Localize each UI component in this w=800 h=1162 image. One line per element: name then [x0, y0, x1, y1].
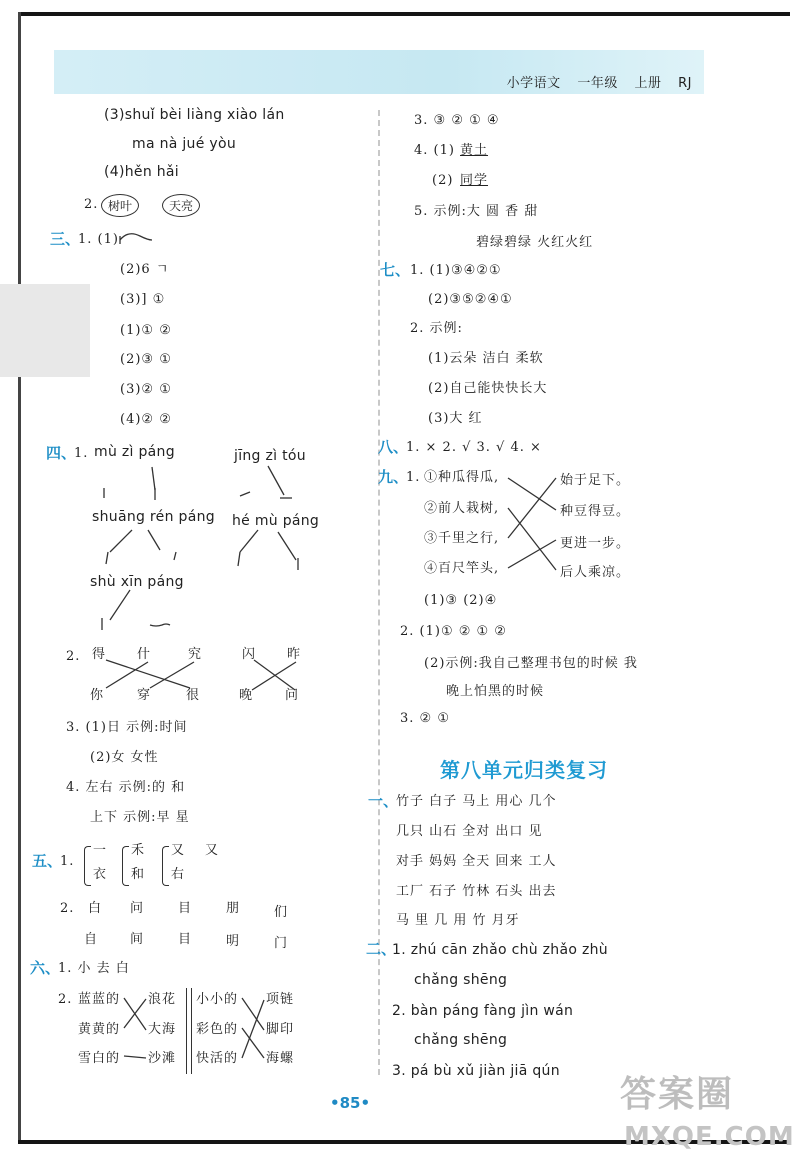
match-line	[110, 530, 132, 552]
section-label: 五、	[32, 852, 63, 870]
answer-line: 3. ③ ② ① ④	[414, 113, 500, 128]
section-label: 四、	[46, 444, 77, 462]
answer-line: ma nà jué yòu	[132, 136, 237, 152]
question-number: 2.	[84, 197, 99, 212]
match-char: 究	[188, 647, 203, 662]
answer-line: (2)③ ①	[120, 352, 172, 367]
answer-line: (2)6 ㄱ	[120, 262, 170, 277]
match-line	[508, 478, 556, 538]
proverb-part: 种豆得豆。	[560, 504, 631, 519]
pinyin-label: shuāng rén páng	[92, 509, 215, 525]
section-label: 三、	[50, 230, 81, 248]
header-edition: RJ	[678, 76, 692, 91]
answer-line: chǎng shēng	[414, 972, 508, 988]
section-label: 九、	[378, 468, 409, 486]
question-number: (2)	[432, 173, 454, 188]
match-line	[508, 478, 556, 510]
radical-mark	[106, 552, 108, 564]
match-line	[106, 660, 190, 688]
answer-line: (1)③ (2)④	[424, 593, 498, 608]
section-label: 八、	[378, 438, 409, 456]
answer-line: (4)② ②	[120, 412, 172, 427]
match-line	[240, 530, 258, 552]
pinyin-label: jīng zì tóu	[234, 448, 306, 464]
brace-char: 一	[93, 843, 108, 858]
match-word: 海螺	[266, 1051, 295, 1066]
match-line	[110, 590, 130, 620]
answer-line: 5. 示例:大 圆 香 甜	[414, 204, 539, 219]
match-line	[242, 1028, 264, 1058]
proverb-part: ①种瓜得瓜,	[424, 470, 500, 485]
question-number: 1.	[406, 470, 421, 485]
answer-line: 1. zhú cān zhǎo chù zhǎo zhù	[392, 942, 608, 958]
proverb-part: ③千里之行,	[424, 531, 500, 546]
row-char: 明	[226, 934, 241, 949]
answer-line: 3. (1)日 示例:时间	[66, 720, 188, 735]
radical-mark	[150, 624, 170, 626]
row-char: 目	[178, 932, 193, 947]
pinyin-label: mù zì páng	[94, 444, 175, 460]
unit-title: 第八单元归类复习	[440, 758, 608, 782]
brace-char: 右	[171, 867, 186, 882]
match-char: 闪	[242, 647, 257, 662]
answer-line: 晚上怕黑的时候	[446, 684, 545, 699]
match-line	[242, 1000, 264, 1058]
row-char: 间	[130, 932, 145, 947]
answer-line: 4. 左右 示例:的 和	[66, 780, 186, 795]
proverb-part: 后人乘凉。	[560, 565, 631, 580]
answer-line: (3)] ①	[120, 292, 166, 307]
question-number: 4. (1)	[414, 143, 455, 158]
answer-line: (1)云朵 洁白 柔软	[428, 351, 544, 366]
answer-line: (1)① ②	[120, 323, 172, 338]
match-line	[124, 1056, 146, 1058]
match-char: 什	[137, 647, 152, 662]
answer-line: 1. × 2. √ 3. √ 4. ×	[406, 440, 542, 455]
page-number: •85•	[330, 1094, 371, 1112]
question-number: 1.	[60, 854, 75, 869]
proverb-part: ②前人栽树,	[424, 501, 500, 516]
answer-line: 3. pá bù xǔ jiàn jiā qún	[392, 1063, 560, 1079]
answer-line: 1. (1)	[78, 232, 119, 247]
row-char: 白	[88, 901, 103, 916]
proverb-part: 更进一步。	[560, 536, 631, 551]
radical-mark	[238, 552, 240, 566]
match-line	[242, 998, 264, 1030]
row-char: 门	[274, 936, 289, 951]
match-char: 昨	[287, 647, 302, 662]
answer-line: chǎng shēng	[414, 1032, 508, 1048]
match-char: 你	[90, 688, 105, 703]
match-word: 大海	[148, 1022, 177, 1037]
match-word: 沙滩	[148, 1051, 177, 1066]
watermark-logo: 答案圈	[620, 1074, 735, 1115]
answer-line: (4)hěn hǎi	[104, 164, 179, 180]
match-line	[278, 532, 296, 560]
match-word: 快活的	[196, 1051, 239, 1066]
section-label: 七、	[380, 261, 411, 279]
question-number: 2.	[60, 901, 75, 916]
header-subject: 小学语文	[506, 76, 561, 91]
question-number: 2.	[58, 992, 73, 1007]
answer-line: 1. 小 去 白	[58, 961, 130, 976]
match-char: 很	[186, 688, 201, 703]
match-line	[150, 662, 194, 688]
match-line	[152, 467, 155, 490]
answer-line: 3. ② ①	[400, 711, 450, 726]
brace-char: 又	[171, 843, 186, 858]
match-char: 得	[92, 647, 107, 662]
radical-mark	[240, 492, 250, 496]
answer-line: 2. 示例:	[410, 321, 463, 336]
proverb-part: 始于足下。	[560, 473, 631, 488]
match-char: 问	[285, 688, 300, 703]
match-line	[508, 508, 556, 570]
stroke-mark	[120, 234, 152, 240]
answer-line: (3)大 红	[428, 411, 483, 426]
match-word: 黄黄的	[78, 1022, 121, 1037]
circled-word: 天亮	[162, 194, 200, 217]
match-word: 小小的	[196, 992, 239, 1007]
pinyin-label: hé mù páng	[232, 513, 320, 529]
section-label: 六、	[30, 959, 61, 977]
answer-line: 2. (1)① ② ① ②	[400, 624, 507, 639]
answer-line: 2. bàn páng fàng jìn wán	[392, 1003, 574, 1019]
brace-char: 禾	[131, 843, 146, 858]
row-char: 们	[274, 905, 289, 920]
header-volume: 上册	[634, 76, 662, 91]
proverb-part: ④百尺竿头,	[424, 561, 500, 576]
answer-line: (2)女 女性	[90, 750, 159, 765]
answer-line: (2)③⑤②④①	[428, 292, 513, 307]
answer-line: 工厂 石子 竹林 石头 出去	[396, 884, 557, 899]
match-word: 彩色的	[196, 1022, 239, 1037]
pinyin-label: shù xīn páng	[90, 574, 184, 590]
match-char: 晚	[239, 688, 254, 703]
answer-line: (2)自己能快快长大	[428, 381, 548, 396]
row-char: 朋	[226, 901, 241, 916]
match-char: 穿	[137, 688, 152, 703]
match-word: 脚印	[266, 1022, 295, 1037]
match-word: 浪花	[148, 992, 177, 1007]
match-line	[148, 530, 160, 550]
match-word: 蓝蓝的	[78, 992, 121, 1007]
answer-line: (3)shuǐ bèi liàng xiào lán	[104, 107, 285, 123]
answer-line: 几只 山石 全对 出口 见	[396, 824, 543, 839]
answer-line: (2)示例:我自己整理书包的时候 我	[424, 656, 638, 671]
watermark-url: MXQE.COM	[624, 1122, 795, 1152]
match-line	[508, 540, 556, 568]
underlined-answer: 黄土	[460, 143, 489, 158]
brace-char: 又	[205, 843, 220, 858]
match-word: 项链	[266, 992, 295, 1007]
section-label: 一、	[368, 792, 399, 810]
row-char: 自	[84, 932, 99, 947]
underlined-answer: 同学	[460, 173, 489, 188]
circled-word: 树叶	[101, 194, 139, 217]
answer-line: 1. (1)③④②①	[410, 263, 502, 278]
radical-mark	[174, 552, 176, 560]
answer-line: (3)② ①	[120, 382, 172, 397]
row-char: 目	[178, 901, 193, 916]
answer-line: 竹子 白子 马上 用心 几个	[396, 794, 557, 809]
answer-line: 上下 示例:早 星	[90, 810, 190, 825]
header-grade: 一年级	[577, 76, 618, 91]
answer-line: 对手 妈妈 全天 回来 工人	[396, 854, 557, 869]
row-char: 问	[130, 901, 145, 916]
question-number: 1.	[74, 446, 89, 461]
question-number: 2.	[66, 649, 81, 664]
match-line	[268, 466, 284, 495]
answer-line: 碧绿碧绿 火红火红	[476, 235, 594, 250]
match-word: 雪白的	[78, 1051, 121, 1066]
brace-char: 衣	[93, 867, 108, 882]
answer-line: 马 里 几 用 竹 月牙	[396, 913, 520, 928]
brace-char: 和	[131, 867, 146, 882]
section-label: 二、	[366, 940, 397, 958]
match-line	[106, 662, 148, 688]
